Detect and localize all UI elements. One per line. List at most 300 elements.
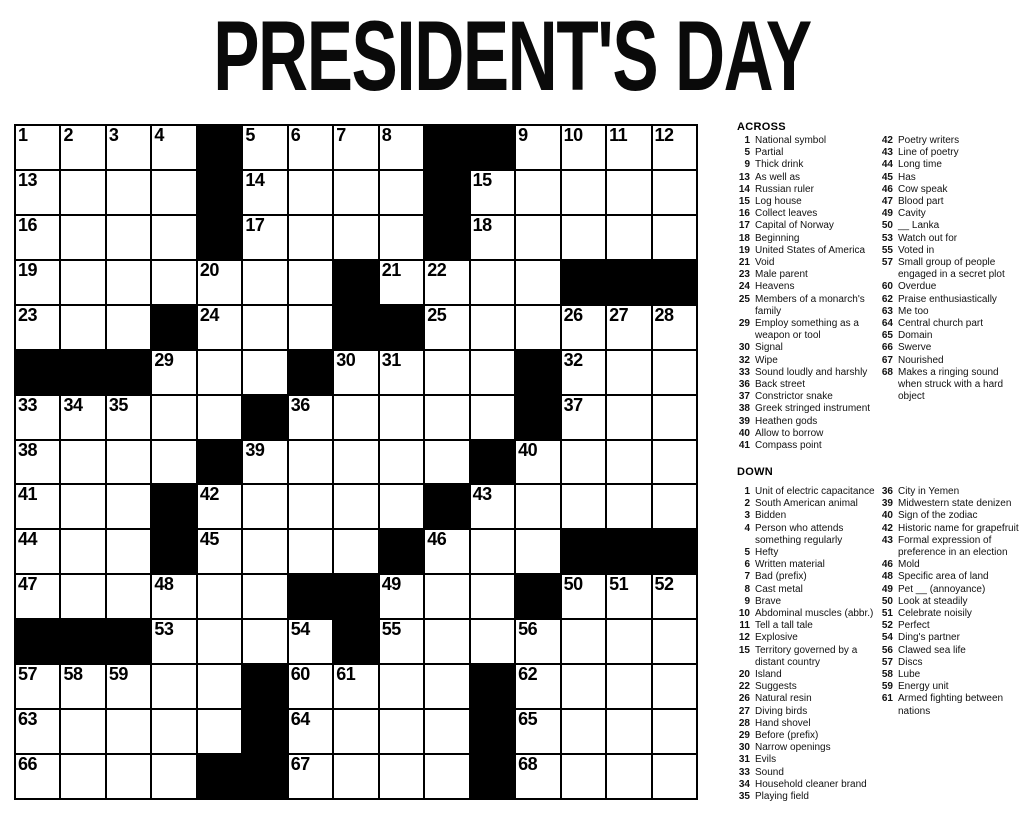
letter-cell[interactable] — [425, 261, 468, 304]
letter-cell[interactable] — [61, 306, 104, 349]
letter-cell[interactable] — [471, 171, 514, 214]
clue-number: 2 — [744, 498, 750, 510]
letter-cell[interactable] — [289, 261, 332, 304]
across-clue-41 — [737, 440, 880, 452]
letter-cell[interactable] — [243, 441, 286, 484]
letter-cell[interactable] — [107, 306, 150, 349]
clue-number: 6 — [744, 559, 750, 571]
letter-cell[interactable] — [562, 306, 605, 349]
letter-cell[interactable] — [653, 396, 696, 439]
letter-cell[interactable] — [607, 351, 650, 394]
clue-number: 40 — [738, 427, 750, 439]
clue-text: Greek stringed instrument — [755, 403, 871, 415]
down-clue-33 — [737, 767, 880, 779]
letter-cell[interactable] — [607, 575, 650, 618]
letter-cell[interactable] — [425, 665, 468, 708]
letter-cell[interactable] — [107, 261, 150, 304]
letter-cell[interactable] — [607, 710, 650, 753]
clue-text: Lube — [898, 669, 921, 681]
letter-cell[interactable] — [380, 351, 423, 394]
letter-cell[interactable] — [61, 665, 104, 708]
letter-cell[interactable] — [516, 620, 559, 663]
black-cell — [289, 351, 332, 394]
down-clue-35 — [737, 791, 880, 803]
letter-cell[interactable] — [243, 485, 286, 528]
clue-number: 56 — [881, 644, 893, 656]
letter-cell[interactable] — [289, 485, 332, 528]
clue-number: 46 — [881, 183, 893, 195]
letter-cell[interactable] — [471, 306, 514, 349]
letter-cell[interactable] — [152, 441, 195, 484]
clue-text: Russian ruler — [755, 183, 814, 195]
letter-cell[interactable] — [334, 441, 377, 484]
letter-cell[interactable] — [334, 665, 377, 708]
clue-number: 20 — [738, 669, 750, 681]
clue-number: 50 — [881, 220, 893, 232]
letter-cell[interactable] — [61, 396, 104, 439]
letter-cell[interactable] — [289, 171, 332, 214]
letter-cell[interactable] — [471, 575, 514, 618]
letter-cell[interactable] — [107, 126, 150, 169]
clue-text: Before (prefix) — [755, 730, 819, 742]
letter-cell[interactable] — [61, 126, 104, 169]
black-cell — [425, 171, 468, 214]
letter-cell[interactable] — [562, 710, 605, 753]
across-clue-55 — [880, 245, 1023, 257]
clue-number: 30 — [738, 742, 750, 754]
letter-cell[interactable] — [152, 171, 195, 214]
letter-cell[interactable] — [107, 575, 150, 618]
letter-cell[interactable] — [562, 351, 605, 394]
clue-text: Back street — [755, 379, 806, 391]
clue-number: 32 — [738, 354, 750, 366]
letter-cell[interactable] — [425, 351, 468, 394]
letter-cell[interactable] — [653, 620, 696, 663]
letter-cell[interactable] — [516, 665, 559, 708]
letter-cell[interactable] — [152, 575, 195, 618]
letter-cell[interactable] — [198, 710, 241, 753]
down-clue-43 — [880, 535, 1023, 559]
letter-cell[interactable] — [289, 396, 332, 439]
across-clue-65 — [880, 330, 1023, 342]
letter-cell[interactable] — [471, 530, 514, 573]
letter-cell[interactable] — [289, 216, 332, 259]
clue-text: Household cleaner brand — [755, 778, 867, 790]
letter-cell[interactable] — [243, 530, 286, 573]
clue-number: 65 — [881, 330, 893, 342]
letter-cell[interactable] — [289, 620, 332, 663]
clue-text: Members of a monarch's family — [755, 293, 865, 317]
letter-cell[interactable] — [607, 396, 650, 439]
letter-cell[interactable] — [380, 396, 423, 439]
letter-cell[interactable] — [16, 485, 59, 528]
letter-cell[interactable] — [607, 306, 650, 349]
clue-number: 66 — [881, 342, 893, 354]
black-cell — [152, 530, 195, 573]
clue-text: Ding's partner — [898, 632, 960, 644]
clue-text: Makes a ringing sound when struck with a hard object — [898, 366, 1004, 403]
letter-cell[interactable] — [562, 665, 605, 708]
clue-text: Wipe — [755, 354, 778, 366]
letter-cell[interactable] — [516, 485, 559, 528]
letter-cell[interactable] — [562, 441, 605, 484]
cell-number: 16 — [18, 214, 38, 235]
letter-cell[interactable] — [16, 710, 59, 753]
down-clue-27 — [737, 706, 880, 718]
clue-number: 62 — [881, 293, 893, 305]
letter-cell[interactable] — [107, 441, 150, 484]
letter-cell[interactable] — [425, 710, 468, 753]
cell-number: 41 — [18, 484, 38, 505]
letter-cell[interactable] — [425, 575, 468, 618]
letter-cell[interactable] — [243, 261, 286, 304]
letter-cell[interactable] — [152, 710, 195, 753]
clue-text: Perfect — [898, 620, 930, 632]
letter-cell[interactable] — [16, 261, 59, 304]
black-cell — [61, 351, 104, 394]
across-clue-13 — [737, 172, 880, 184]
letter-cell[interactable] — [562, 396, 605, 439]
across-clue-67 — [880, 355, 1023, 367]
cell-number: 36 — [290, 394, 310, 415]
black-cell — [607, 261, 650, 304]
clue-number: 42 — [881, 522, 893, 534]
cell-number: 13 — [18, 169, 38, 190]
letter-cell[interactable] — [516, 710, 559, 753]
letter-cell[interactable] — [471, 216, 514, 259]
letter-cell[interactable] — [107, 665, 150, 708]
letter-cell[interactable] — [516, 755, 559, 798]
letter-cell[interactable] — [334, 710, 377, 753]
clue-number: 4 — [744, 522, 750, 534]
letter-cell[interactable] — [516, 306, 559, 349]
clue-text: Heavens — [755, 281, 795, 293]
across-clue-43 — [880, 147, 1023, 159]
letter-cell[interactable] — [152, 620, 195, 663]
clue-text: Heathen gods — [755, 415, 818, 427]
clue-number: 15 — [738, 644, 750, 656]
black-cell — [471, 665, 514, 708]
letter-cell[interactable] — [107, 755, 150, 798]
letter-cell[interactable] — [61, 530, 104, 573]
letter-cell[interactable] — [334, 351, 377, 394]
letter-cell[interactable] — [653, 575, 696, 618]
clue-text: Void — [755, 257, 775, 269]
letter-cell[interactable] — [516, 171, 559, 214]
letter-cell[interactable] — [653, 126, 696, 169]
letter-cell[interactable] — [653, 351, 696, 394]
letter-cell[interactable] — [152, 755, 195, 798]
letter-cell[interactable] — [289, 755, 332, 798]
letter-cell[interactable] — [152, 126, 195, 169]
letter-cell[interactable] — [334, 171, 377, 214]
letter-cell[interactable] — [516, 126, 559, 169]
letter-cell[interactable] — [16, 126, 59, 169]
letter-cell[interactable] — [334, 530, 377, 573]
letter-cell[interactable] — [243, 126, 286, 169]
letter-cell[interactable] — [16, 216, 59, 259]
cell-number: 49 — [381, 574, 401, 595]
down-header: DOWN — [737, 466, 774, 478]
letter-cell[interactable] — [471, 396, 514, 439]
black-cell — [425, 126, 468, 169]
letter-cell[interactable] — [653, 665, 696, 708]
letter-cell[interactable] — [198, 351, 241, 394]
letter-cell[interactable] — [198, 396, 241, 439]
letter-cell[interactable] — [243, 171, 286, 214]
clue-text: Voted in — [898, 244, 935, 256]
letter-cell[interactable] — [289, 710, 332, 753]
letter-cell[interactable] — [243, 306, 286, 349]
across-clue-50 — [880, 220, 1023, 232]
letter-cell[interactable] — [334, 126, 377, 169]
letter-cell[interactable] — [16, 441, 59, 484]
clue-number: 57 — [881, 656, 893, 668]
letter-cell[interactable] — [334, 216, 377, 259]
black-cell — [289, 575, 332, 618]
letter-cell[interactable] — [607, 216, 650, 259]
letter-cell[interactable] — [516, 261, 559, 304]
letter-cell[interactable] — [61, 710, 104, 753]
letter-cell[interactable] — [425, 530, 468, 573]
down-clue-48 — [880, 571, 1023, 583]
letter-cell[interactable] — [334, 485, 377, 528]
clue-text: Armed fighting between nations — [898, 693, 1004, 717]
clue-text: Employ something as a weapon or tool — [755, 318, 859, 342]
letter-cell[interactable] — [61, 171, 104, 214]
cell-number: 54 — [290, 619, 310, 640]
clue-text: Cow speak — [898, 183, 948, 195]
letter-cell[interactable] — [334, 755, 377, 798]
letter-cell[interactable] — [380, 441, 423, 484]
letter-cell[interactable] — [653, 485, 696, 528]
letter-cell[interactable] — [243, 575, 286, 618]
across-clue-62 — [880, 294, 1023, 306]
clue-number: 68 — [881, 366, 893, 378]
letter-cell[interactable] — [198, 306, 241, 349]
black-cell — [198, 171, 241, 214]
letter-cell[interactable] — [198, 485, 241, 528]
black-cell — [425, 485, 468, 528]
letter-cell[interactable] — [152, 396, 195, 439]
down-clue-52 — [880, 620, 1023, 632]
letter-cell[interactable] — [653, 441, 696, 484]
letter-cell[interactable] — [653, 171, 696, 214]
letter-cell[interactable] — [425, 441, 468, 484]
letter-cell[interactable] — [380, 710, 423, 753]
letter-cell[interactable] — [607, 441, 650, 484]
letter-cell[interactable] — [334, 396, 377, 439]
black-cell — [471, 126, 514, 169]
letter-cell[interactable] — [61, 261, 104, 304]
letter-cell[interactable] — [107, 216, 150, 259]
letter-cell[interactable] — [380, 126, 423, 169]
letter-cell[interactable] — [516, 216, 559, 259]
cell-number: 55 — [381, 619, 401, 640]
letter-cell[interactable] — [607, 665, 650, 708]
letter-cell[interactable] — [61, 441, 104, 484]
letter-cell[interactable] — [562, 126, 605, 169]
black-cell — [61, 620, 104, 663]
letter-cell[interactable] — [653, 216, 696, 259]
letter-cell[interactable] — [380, 171, 423, 214]
across-clue-63 — [880, 306, 1023, 318]
letter-cell[interactable] — [198, 575, 241, 618]
letter-cell[interactable] — [243, 620, 286, 663]
letter-cell[interactable] — [562, 485, 605, 528]
black-cell — [425, 216, 468, 259]
clue-text: Bidden — [755, 510, 787, 522]
letter-cell[interactable] — [562, 171, 605, 214]
across-clue-42 — [880, 135, 1023, 147]
letter-cell[interactable] — [562, 755, 605, 798]
letter-cell[interactable] — [380, 261, 423, 304]
clue-text: __ Lanka — [898, 220, 940, 232]
letter-cell[interactable] — [562, 575, 605, 618]
clue-number: 43 — [881, 534, 893, 546]
letter-cell[interactable] — [516, 530, 559, 573]
clue-number: 31 — [738, 754, 750, 766]
clue-text: Line of poetry — [898, 147, 959, 159]
letter-cell[interactable] — [61, 755, 104, 798]
letter-cell[interactable] — [16, 306, 59, 349]
across-clue-19 — [737, 245, 880, 257]
letter-cell[interactable] — [61, 485, 104, 528]
letter-cell[interactable] — [653, 755, 696, 798]
letter-cell[interactable] — [471, 620, 514, 663]
letter-cell[interactable] — [471, 485, 514, 528]
letter-cell[interactable] — [107, 530, 150, 573]
clue-number: 16 — [738, 208, 750, 220]
letter-cell[interactable] — [107, 171, 150, 214]
black-cell — [653, 261, 696, 304]
clue-text: Praise enthusiastically — [898, 293, 997, 305]
letter-cell[interactable] — [425, 396, 468, 439]
cell-number: 9 — [518, 125, 528, 145]
letter-cell[interactable] — [198, 530, 241, 573]
down-clue-22 — [737, 681, 880, 693]
down-clue-29 — [737, 730, 880, 742]
letter-cell[interactable] — [380, 755, 423, 798]
letter-cell[interactable] — [380, 620, 423, 663]
letter-cell[interactable] — [607, 171, 650, 214]
clue-text: Log house — [755, 196, 802, 208]
letter-cell[interactable] — [289, 530, 332, 573]
letter-cell[interactable] — [16, 665, 59, 708]
clue-text: Playing field — [755, 791, 809, 803]
letter-cell[interactable] — [380, 216, 423, 259]
letter-cell[interactable] — [380, 485, 423, 528]
letter-cell[interactable] — [198, 261, 241, 304]
cell-number: 67 — [290, 754, 310, 775]
letter-cell[interactable] — [243, 216, 286, 259]
letter-cell[interactable] — [380, 575, 423, 618]
letter-cell[interactable] — [607, 485, 650, 528]
letter-cell[interactable] — [289, 126, 332, 169]
letter-cell[interactable] — [107, 396, 150, 439]
black-cell — [243, 710, 286, 753]
letter-cell[interactable] — [16, 530, 59, 573]
letter-cell[interactable] — [607, 126, 650, 169]
letter-cell[interactable] — [107, 485, 150, 528]
down-clue-12 — [737, 632, 880, 644]
clue-text: Discs — [898, 656, 923, 668]
letter-cell[interactable] — [152, 216, 195, 259]
letter-cell[interactable] — [380, 665, 423, 708]
clue-text: Written material — [755, 559, 825, 571]
clue-number: 5 — [744, 147, 750, 159]
clue-text: Explosive — [755, 632, 798, 644]
letter-cell[interactable] — [653, 710, 696, 753]
letter-cell[interactable] — [425, 755, 468, 798]
letter-cell[interactable] — [471, 351, 514, 394]
letter-cell[interactable] — [471, 261, 514, 304]
letter-cell[interactable] — [152, 665, 195, 708]
letter-cell[interactable] — [562, 620, 605, 663]
letter-cell[interactable] — [16, 171, 59, 214]
letter-cell[interactable] — [16, 575, 59, 618]
clue-text: Allow to borrow — [755, 427, 824, 439]
across-column-2 — [880, 135, 1023, 452]
letter-cell[interactable] — [61, 575, 104, 618]
black-cell — [334, 575, 377, 618]
letter-cell[interactable] — [607, 755, 650, 798]
cell-number: 39 — [245, 439, 265, 460]
letter-cell[interactable] — [107, 710, 150, 753]
clue-number: 53 — [881, 232, 893, 244]
letter-cell[interactable] — [289, 306, 332, 349]
down-clue-31 — [737, 754, 880, 766]
cell-number: 22 — [427, 259, 447, 280]
letter-cell[interactable] — [562, 216, 605, 259]
cell-number: 2 — [63, 125, 73, 145]
cell-number: 12 — [654, 125, 674, 145]
letter-cell[interactable] — [425, 306, 468, 349]
clue-text: Signal — [755, 342, 783, 354]
letter-cell[interactable] — [198, 620, 241, 663]
letter-cell[interactable] — [16, 396, 59, 439]
cell-number: 25 — [427, 304, 447, 325]
across-clue-46 — [880, 184, 1023, 196]
clue-number: 27 — [738, 705, 750, 717]
letter-cell[interactable] — [516, 441, 559, 484]
cell-number: 7 — [336, 125, 346, 145]
clue-text: Clawed sea life — [898, 644, 966, 656]
cell-number: 27 — [609, 304, 629, 325]
letter-cell[interactable] — [289, 441, 332, 484]
across-clue-33 — [737, 367, 880, 379]
letter-cell[interactable] — [243, 351, 286, 394]
letter-cell[interactable] — [289, 665, 332, 708]
cell-number: 47 — [18, 574, 38, 595]
letter-cell[interactable] — [16, 755, 59, 798]
letter-cell[interactable] — [152, 351, 195, 394]
clue-number: 21 — [738, 257, 750, 269]
clue-text: United States of America — [755, 244, 866, 256]
clue-text: Me too — [898, 305, 929, 317]
letter-cell[interactable] — [607, 620, 650, 663]
letter-cell[interactable] — [198, 665, 241, 708]
clue-number: 44 — [881, 159, 893, 171]
clue-number: 11 — [739, 620, 750, 632]
letter-cell[interactable] — [61, 216, 104, 259]
down-clue-26 — [737, 693, 880, 705]
letter-cell[interactable] — [653, 306, 696, 349]
letter-cell[interactable] — [152, 261, 195, 304]
down-clue-6 — [737, 559, 880, 571]
clue-number: 49 — [881, 208, 893, 220]
letter-cell[interactable] — [425, 620, 468, 663]
